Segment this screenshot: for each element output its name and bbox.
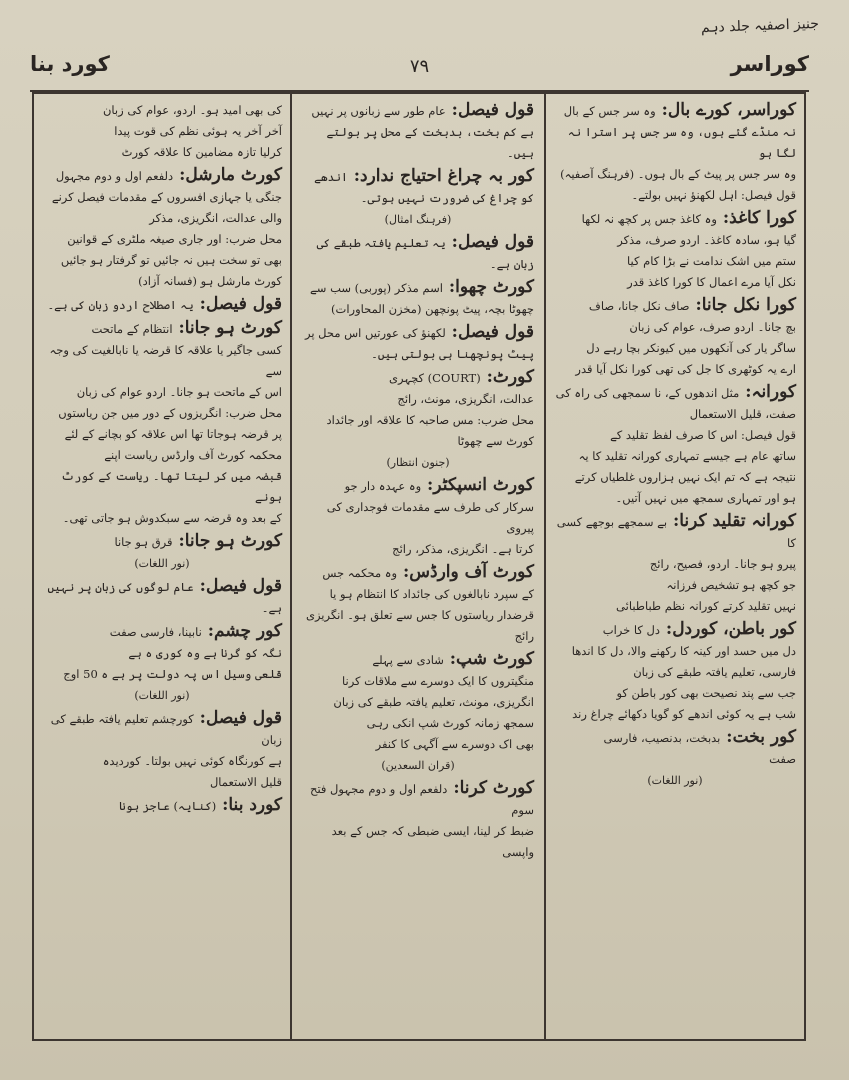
entry-text: (COURT) کچہری <box>389 371 481 385</box>
column-middle <box>294 94 542 1039</box>
entry-headword: قول فیصل: <box>445 100 534 120</box>
entry-text: منگیتروں کا ایک دوسرے سے ملاقات کرنا <box>341 674 534 688</box>
dictionary-entry <box>302 475 534 560</box>
page-number: ۷۹ <box>409 56 430 77</box>
entry-headword: کورانہ: <box>739 382 796 402</box>
entry-text: یہ اصطلاح اردو زبان کی ہے۔ <box>47 298 194 312</box>
entry-headword: کورا کاغذ: <box>716 208 796 228</box>
entry-text: دل میں حسد اور کینہ کا رکھنے والا، دل کا اندھا <box>571 644 796 658</box>
entry-text: قرق ہو جانا <box>114 535 173 549</box>
top-note: جنیز اصفیہ جلد دہم <box>700 15 820 37</box>
entry-text: محل ضرب: مس صاحبہ کا علاقہ اور جائداد <box>326 413 534 427</box>
entry-text: شادی سے پہلے <box>372 653 444 667</box>
entry-headword: کور بخت: <box>720 727 796 747</box>
entry-text: قلیل الاستعمال <box>209 775 282 789</box>
page-header <box>30 44 809 92</box>
entry-text: کے سپرد نابالغوں کی جائداد کا انتظام ہو یا <box>329 587 534 601</box>
entry-text: قول فیصل: اس کا صرف لفظ تقلید کے <box>610 428 796 442</box>
entry-text: آخر آخر یہ ہوئی نظم کی قوت پیدا <box>114 124 282 138</box>
entry-text: سرکار کی طرف سے مقدمات فوجداری کی پیروی <box>326 500 534 535</box>
entry-text: وہ سر جس پر پیٹ کے بال ہوں۔ (فرہنگ آصفیہ) <box>560 167 796 181</box>
entry-text: وہ سر جس کے بال <box>563 104 656 118</box>
entry-text: ستم میں اشک ندامت نے بڑا کام کیا <box>627 254 796 268</box>
entry-headword: کورٹ ہو جانا: <box>172 531 282 551</box>
entry-text: بدبخت، بدنصیب، فارسی <box>603 731 721 745</box>
entry-text: نہ منڈے گئے ہوں، وہ سر جس پر استرا نہ لگا ہو <box>567 125 796 160</box>
entry-text: کورٹ سے چھوٹا <box>457 434 534 448</box>
dictionary-entry <box>302 778 534 863</box>
dictionary-entry <box>554 619 796 725</box>
entry-headword: کورا نکل جانا: <box>689 295 796 315</box>
entry-headword: کورانہ تقلید کرنا: <box>667 511 796 531</box>
entry-text: عدالت، انگریزی، مونث، رائج <box>397 392 534 406</box>
dictionary-entry <box>302 277 534 320</box>
entry-headword: کورٹ آف وارڈس: <box>397 562 534 582</box>
entry-text: عام لوگوں کی زبان پر نہیں ہے۔ <box>47 580 282 615</box>
dictionary-entry <box>42 100 282 163</box>
entry-text: کورچشم تعلیم یافتہ طبقے کی زبان <box>50 712 282 747</box>
dictionary-entry <box>554 208 796 293</box>
entry-headword: کوراسر، کورے بال: <box>655 100 796 120</box>
entry-text: والی عدالت، انگریزی، مذکر <box>149 211 282 225</box>
entry-text: شب ہے یہ کوئی اندھے کو گویا دکھائے چراغ رند <box>572 707 796 721</box>
entry-headword: کورٹ چھوا: <box>442 277 534 297</box>
entry-text: محکمہ کورٹ آف وارڈس ریاست اپنے <box>104 448 282 462</box>
entry-text: ارے یہ کوٹھری کا جل کی تھی کورا نکل آیا قدر <box>575 362 796 376</box>
dictionary-entry <box>302 166 534 230</box>
entry-text: بھی تو سخت ہیں نہ جائیں تو گرفتار ہو جائیں <box>60 253 282 267</box>
entry-text: کسی جاگیر یا علاقہ کا قرضہ یا نابالغیت کی وجہ سے <box>49 343 282 378</box>
entry-text: ساگر یار کی آنکھوں میں کیونکر بچا رہے دل <box>586 341 796 355</box>
entry-text: کرتا ہے۔ انگریزی، مذکر، رائج <box>392 542 534 556</box>
entry-text: صفت <box>769 752 796 766</box>
entry-headword: کورٹ انسپکٹر: <box>421 475 534 495</box>
dictionary-entry <box>554 727 796 791</box>
entry-headword: کورٹ مارشل: <box>173 165 282 185</box>
dictionary-entry <box>554 100 796 206</box>
entry-text: چھوٹا بچہ، پیٹ پونچھن (مخزن المحاورات) <box>331 302 534 316</box>
entry-text: کورٹ مارشل ہو (فسانہ آزاد) <box>138 274 282 288</box>
entry-text: دلفعم اول و دوم مجہول فتح سوم <box>310 782 534 817</box>
entry-headword: قول فیصل: <box>193 708 282 728</box>
entry-text: (کنایہ) عاجز ہونا <box>119 799 217 813</box>
entry-text: فارسی، تعلیم یافتہ طبقے کی زبان <box>633 665 796 679</box>
entry-text: جنگی یا جہازی افسروں کے مقدمات فیصل کرنے <box>51 190 282 204</box>
entry-text: یہ تعلیم یافتہ طبقے کی زبان ہے۔ <box>316 236 534 271</box>
dictionary-entry <box>302 322 534 365</box>
dictionary-entry <box>42 708 282 793</box>
entry-text: وہ محکمہ جس <box>322 566 398 580</box>
entry-text: ہے کم بخت، بدبخت کے محل پر بولتے ہیں۔ <box>326 125 534 160</box>
column-left <box>34 94 290 1039</box>
entry-headword: کورد بنا: <box>216 795 282 815</box>
text-frame <box>32 92 806 1041</box>
dictionary-entry <box>302 100 534 164</box>
entry-citation: (نور اللغات) <box>647 774 703 787</box>
entry-text: محل ضرب: انگریزوں کے دور میں جن ریاستوں <box>58 406 282 420</box>
entry-citation: (جنون انتظار) <box>386 456 450 469</box>
entry-citation: (قران السعدین) <box>381 759 455 772</box>
entry-headword: کور چشم: <box>201 621 282 641</box>
entry-text: جو کچھ ہو تشخیص فرزانہ <box>666 578 796 592</box>
dictionary-entry <box>302 562 534 647</box>
entry-headword: قول فیصل: <box>193 576 282 596</box>
entry-text: انتظام کے ماتحت <box>91 322 173 336</box>
entry-text: سمجھ زمانہ کورٹ شپ انکی رہی <box>366 716 534 730</box>
entry-text: دل کا خراب <box>602 623 660 637</box>
column-divider <box>544 94 546 1039</box>
entry-text: نہیں تقلید کرتے کورانہ نظم طباطبائی <box>616 599 796 613</box>
entry-text: صفت، قلیل الاستعمال <box>689 407 796 421</box>
entry-text: وہ عہدہ دار جو <box>344 479 422 493</box>
entry-citation: (فرہنگ امثال) <box>384 213 452 226</box>
entry-text: نابینا، فارسی صفت <box>109 625 202 639</box>
entry-text: قول فیصل: اہل لکھنؤ نہیں بولتے۔ <box>631 188 796 202</box>
entry-text: نکل آیا مرے اعمال کا کورا کاغذ قدر <box>627 275 796 289</box>
entry-text: کرلیا تازہ مضامین کا علاقہ کورٹ <box>121 145 282 159</box>
dictionary-entry <box>42 318 282 529</box>
entry-text: ضبط کر لینا، ایسی ضبطی کہ جس کے بعد واپسی <box>331 824 534 859</box>
dictionary-entry <box>42 795 282 817</box>
entry-headword: کورٹ: <box>480 367 534 387</box>
entry-headword: کور باطن، کوردل: <box>660 619 796 639</box>
entry-text: مثل اندھوں کے، نا سمجھی کی راہ کی <box>555 386 740 400</box>
entry-headword: کور بہ چراغ احتیاج ندارد: <box>347 166 534 186</box>
entry-citation: (نور اللغات) <box>134 557 190 570</box>
dictionary-entry <box>42 165 282 292</box>
entry-text: اس کے ماتحت ہو جانا۔ اردو عوام کی زبان <box>76 385 282 399</box>
entry-text: بچ جانا۔ اردو صرف، عوام کی زبان <box>629 320 796 334</box>
entry-text: بھی اک دوسرے سے آگہی کا کنفر <box>375 737 534 751</box>
dictionary-entry <box>42 531 282 574</box>
entry-headword: قول فیصل: <box>445 232 534 252</box>
entry-text: رائج <box>514 629 534 643</box>
entry-headword: کورٹ کرنا: <box>447 778 534 798</box>
entry-text: پر قرضہ ہوجاتا تھا اس علاقہ کو بچانے کے لئے <box>64 427 282 441</box>
entry-text: قلعی وسیل اس پہ دولت پر ہے ہ 50 اوج <box>63 667 282 681</box>
column-divider <box>290 94 292 1039</box>
dictionary-entry <box>554 382 796 509</box>
entry-headword: کورٹ ہو جانا: <box>172 318 282 338</box>
dictionary-entry <box>554 295 796 380</box>
dictionary-entry <box>302 367 534 473</box>
entry-text: وہ کاغذ جس پر کچھ نہ لکھا <box>581 212 717 226</box>
dictionary-entry <box>302 232 534 275</box>
entry-text: ساتھ عام ہے جیسے تمہاری کورانہ تقلید کا یہ <box>578 449 796 463</box>
entry-headword: قول فیصل: <box>193 294 282 314</box>
entry-text: گیا ہو، سادہ کاغذ۔ اردو صرف، مذکر <box>617 233 796 247</box>
entry-text: اسم مذکر (پوربی) سب سے <box>310 281 443 295</box>
entry-text: کے بعد وہ قرضہ سے سبکدوش ہو جاتی تھی۔ <box>62 511 282 525</box>
entry-text: عام طور سے زبانوں پر نہیں <box>311 104 446 118</box>
dictionary-entry <box>302 649 534 776</box>
entry-text: پیرو ہو جانا۔ اردو، فصیح، رائج <box>649 557 796 571</box>
entry-text: قرضدار ریاستوں کا جس سے تعلق ہو۔ انگریزی <box>305 608 534 622</box>
entry-headword: کورٹ شپ: <box>443 649 534 669</box>
entry-headword: قول فیصل: <box>445 322 534 342</box>
entry-text: کی بھی امید ہو۔ اردو، عوام کی زبان <box>102 103 282 117</box>
header-right-word: کوراسر <box>730 52 809 76</box>
entry-text: انگریزی، مونث، تعلیم یافتہ طبقے کی زبان <box>333 695 534 709</box>
entry-text: نتیجہ ہے کہ تم ایک نہیں ہزاروں غلطیاں کرتے <box>574 470 796 484</box>
header-left-word: کورد بنا <box>30 52 110 76</box>
entry-text: صاف نکل جانا، صاف <box>588 299 690 313</box>
dictionary-entry <box>42 621 282 706</box>
entry-text: قبضہ میں کر لیتا تھا۔ ریاست کے کورٹ ہونے <box>61 469 282 504</box>
dictionary-entry <box>42 576 282 619</box>
entry-text: ہو اور تمہاری سمجھ میں نہیں آتیں۔ <box>615 491 796 505</box>
entry-text: دلفعم اول و دوم مجہول <box>55 169 174 183</box>
entry-text: اندھے کو چراغ کی ضرورت نہیں ہوتی۔ <box>314 170 534 205</box>
dictionary-entry <box>554 511 796 617</box>
entry-text: نگہ کو گرنا ہے وہ کوری ہ ہے <box>128 646 282 660</box>
entry-text: پیٹ پونچھنا ہی بولتی ہیں۔ <box>371 347 534 361</box>
dictionary-entry <box>42 294 282 316</box>
entry-text: لکھنؤ کی عورتیں اس محل پر <box>304 326 446 340</box>
entry-text: جب سے پند نصیحت بھی کور باطن کو <box>616 686 796 700</box>
entry-citation: (نور اللغات) <box>134 689 190 702</box>
entry-text: محل ضرب: اور جاری صیغہ ملٹری کے قوانین <box>67 232 282 246</box>
column-right <box>546 94 804 1039</box>
entry-text: بے سمجھے بوجھے کسی کا <box>556 515 796 550</box>
entry-text: ہے کورنگاہ کوئی نہیں بولتا۔ کوردیدہ <box>102 754 282 768</box>
